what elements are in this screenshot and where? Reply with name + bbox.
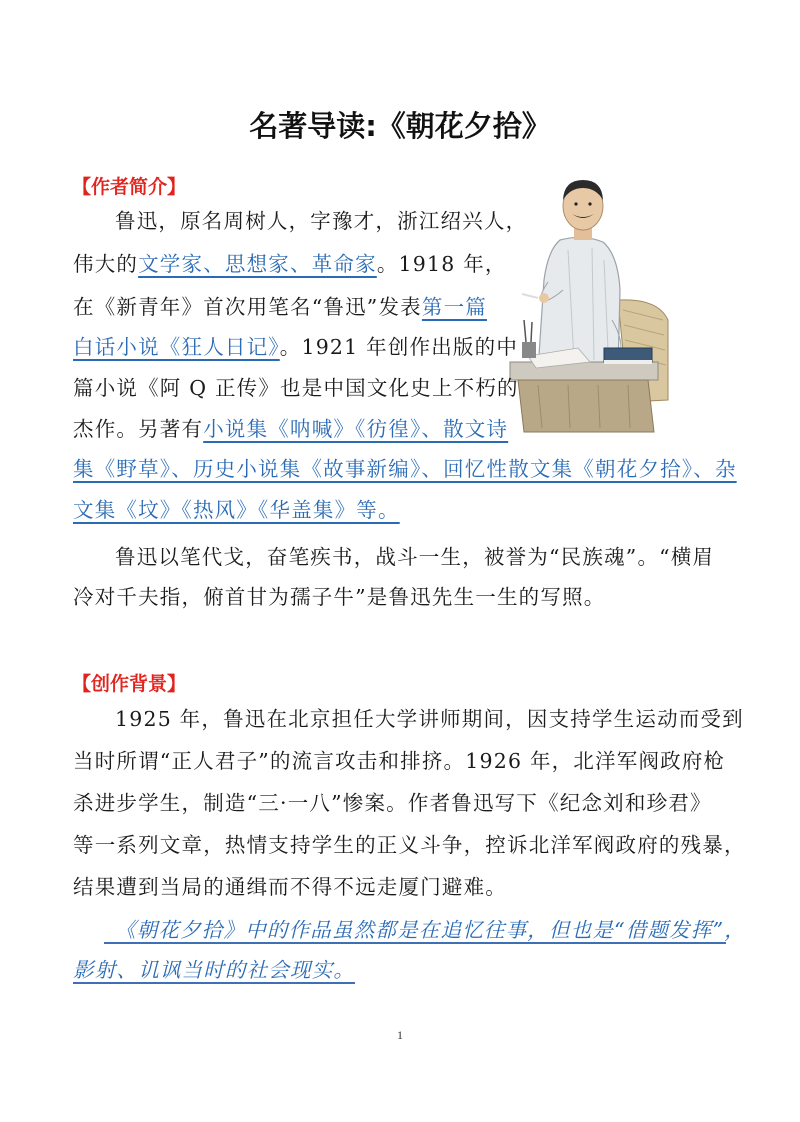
background-line-5: 结果遭到当局的通缉而不得不远走厦门避难。	[73, 875, 507, 899]
page-title: 名著导读:《朝花夕拾》	[249, 109, 551, 143]
background-highlight-line-2: 影射、讥讽当时的社会现实。	[73, 958, 356, 982]
page-number: 1	[397, 1028, 403, 1042]
section-heading-background: 【创作背景】	[72, 673, 187, 695]
highlighted-text: 第一篇	[421, 295, 487, 319]
body-text: 。1921 年创作出版的中	[279, 335, 519, 359]
author-summary-line-1: 鲁迅以笔代戈，奋笔疾书，战斗一生，被誉为“民族魂”。“横眉	[115, 545, 715, 569]
highlighted-text: 集《野草》、历史小说集《故事新编》、回忆性散文集《朝花夕拾》、杂	[73, 457, 737, 481]
author-line-2	[73, 254, 507, 275]
author-summary-line-2: 冷对千夫指，俯首甘为孺子牛”是鲁迅先生一生的写照。	[73, 585, 606, 609]
author-line-3	[73, 297, 487, 318]
highlighted-text: 白话小说《狂人日记》	[73, 335, 280, 359]
background-line-2: 当时所谓“正人君子”的流言攻击和排挤。1926 年，北洋军阀政府枪	[73, 749, 726, 773]
section-heading-author: 【作者简介】	[72, 176, 187, 198]
highlight-underline-1	[104, 942, 726, 944]
author-line-4	[73, 337, 518, 358]
lu-xun-portrait	[508, 170, 678, 442]
background-highlight-line-1: 《朝花夕拾》中的作品虽然都是在追忆往事，但也是“借题发挥”，	[115, 918, 746, 942]
author-line-6	[73, 419, 508, 440]
highlight-underline-2	[73, 982, 355, 984]
body-text: 鲁迅，原名周树人，字豫才，浙江绍兴人，	[115, 209, 528, 233]
highlighted-text: 文集《坟》《热风》《华盖集》等。	[73, 498, 400, 522]
body-text: 篇小说《阿 Q 正传》也是中国文化史上不朽的	[73, 376, 519, 400]
background-line-4: 等一系列文章，热情支持学生的正义斗争，控诉北洋军阀政府的残暴，	[73, 833, 746, 857]
author-line-5	[73, 378, 519, 399]
body-text: 。1918 年，	[376, 252, 507, 276]
body-text: 在《新青年》首次用笔名“鲁迅”发表	[73, 295, 422, 319]
body-text: 杰作。另著有	[73, 417, 204, 441]
background-line-1: 1925 年，鲁迅在北京担任大学讲师期间，因支持学生运动而受到	[115, 707, 744, 731]
highlighted-text: 小说集《呐喊》《彷徨》、散文诗	[203, 417, 509, 441]
author-line-1	[115, 211, 527, 232]
body-text: 伟大的	[73, 252, 139, 276]
background-line-3: 杀进步学生，制造“三·一八”惨案。作者鲁迅写下《纪念刘和珍君》	[73, 791, 712, 815]
highlighted-text: 文学家、思想家、革命家	[138, 252, 377, 276]
author-line-7	[73, 459, 737, 480]
author-line-8	[73, 500, 400, 521]
